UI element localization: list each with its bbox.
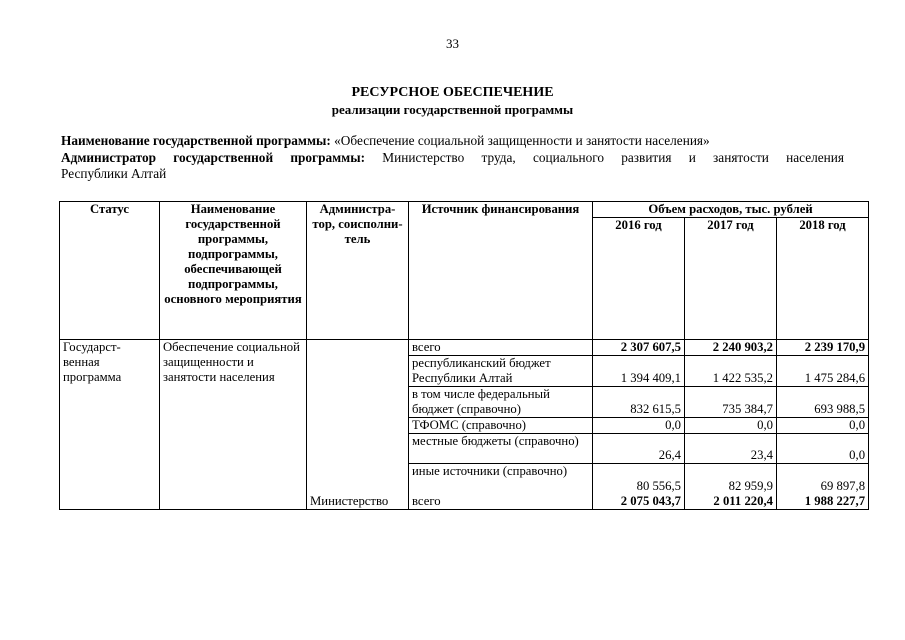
header-source: Источник финансирования — [409, 202, 593, 340]
header-status: Статус — [60, 202, 160, 340]
value-2016: 1 394 409,1 — [593, 356, 685, 387]
program-name-line — [61, 133, 844, 149]
value-2017: 23,4 — [685, 434, 777, 464]
value-2017: 2 011 220,4 — [685, 494, 777, 510]
value-2017: 82 959,9 — [685, 464, 777, 494]
value-2016: 2 307 607,5 — [593, 340, 685, 356]
source-cell: ТФОМС (справочно) — [409, 418, 593, 434]
admin-label: Администратор государственной программы: — [61, 150, 366, 165]
table-row — [60, 340, 869, 356]
value-2018: 1 475 284,6 — [777, 356, 869, 387]
header-row — [60, 202, 869, 218]
value-2018: 693 988,5 — [777, 387, 869, 418]
value-2018: 69 897,8 — [777, 464, 869, 494]
value-2018: 1 988 227,7 — [777, 494, 869, 510]
admin-ministry-cell: Министерство — [307, 494, 409, 510]
header-volume: Объем расходов, тыс. рублей — [593, 202, 869, 218]
value-2017: 1 422 535,2 — [685, 356, 777, 387]
document-subtitle: реализации государственной программы — [331, 102, 574, 117]
header-year-2017: 2017 год — [685, 218, 777, 340]
resource-table — [59, 201, 869, 510]
source-cell: местные бюджеты (справочно) — [409, 434, 593, 464]
value-2017: 0,0 — [685, 418, 777, 434]
status-cell: Государст-венная программа — [60, 340, 160, 510]
program-label: Наименование государственной программы: — [61, 133, 331, 148]
value-2016: 832 615,5 — [593, 387, 685, 418]
header-year-2018: 2018 год — [777, 218, 869, 340]
source-cell: иные источники (справочно) — [409, 464, 593, 494]
admin-value: Министерство труда, социального развития и занятости населения — [382, 150, 844, 165]
value-2017: 2 240 903,2 — [685, 340, 777, 356]
value-2018: 0,0 — [777, 434, 869, 464]
value-2016: 26,4 — [593, 434, 685, 464]
admin-line-continued: Республики Алтай — [61, 166, 167, 181]
value-2016: 2 075 043,7 — [593, 494, 685, 510]
header-name: Наименование государственной программы, подпрограммы, обеспечивающей подпрограммы, основного мероприятия — [160, 202, 307, 340]
value-2016: 80 556,5 — [593, 464, 685, 494]
value-2018: 0,0 — [777, 418, 869, 434]
program-value: «Обеспечение социальной защищенности и занятости населения» — [334, 133, 710, 148]
admin-cell-empty — [307, 340, 409, 494]
source-cell: всего — [409, 340, 593, 356]
header-year-2016: 2016 год — [593, 218, 685, 340]
program-name-cell: Обеспечение социальной защищенности и занятости населения — [160, 340, 307, 510]
admin-line — [61, 150, 844, 166]
source-cell: республиканский бюджет Республики Алтай — [409, 356, 593, 387]
source-cell: в том числе федеральный бюджет (справочно) — [409, 387, 593, 418]
header-admin: Администра-тор, соисполни-тель — [307, 202, 409, 340]
page-number: 33 — [446, 36, 459, 51]
source-cell: всего — [409, 494, 593, 510]
value-2017: 735 384,7 — [685, 387, 777, 418]
value-2018: 2 239 170,9 — [777, 340, 869, 356]
document-title: РЕСУРСНОЕ ОБЕСПЕЧЕНИЕ — [351, 85, 554, 100]
value-2016: 0,0 — [593, 418, 685, 434]
